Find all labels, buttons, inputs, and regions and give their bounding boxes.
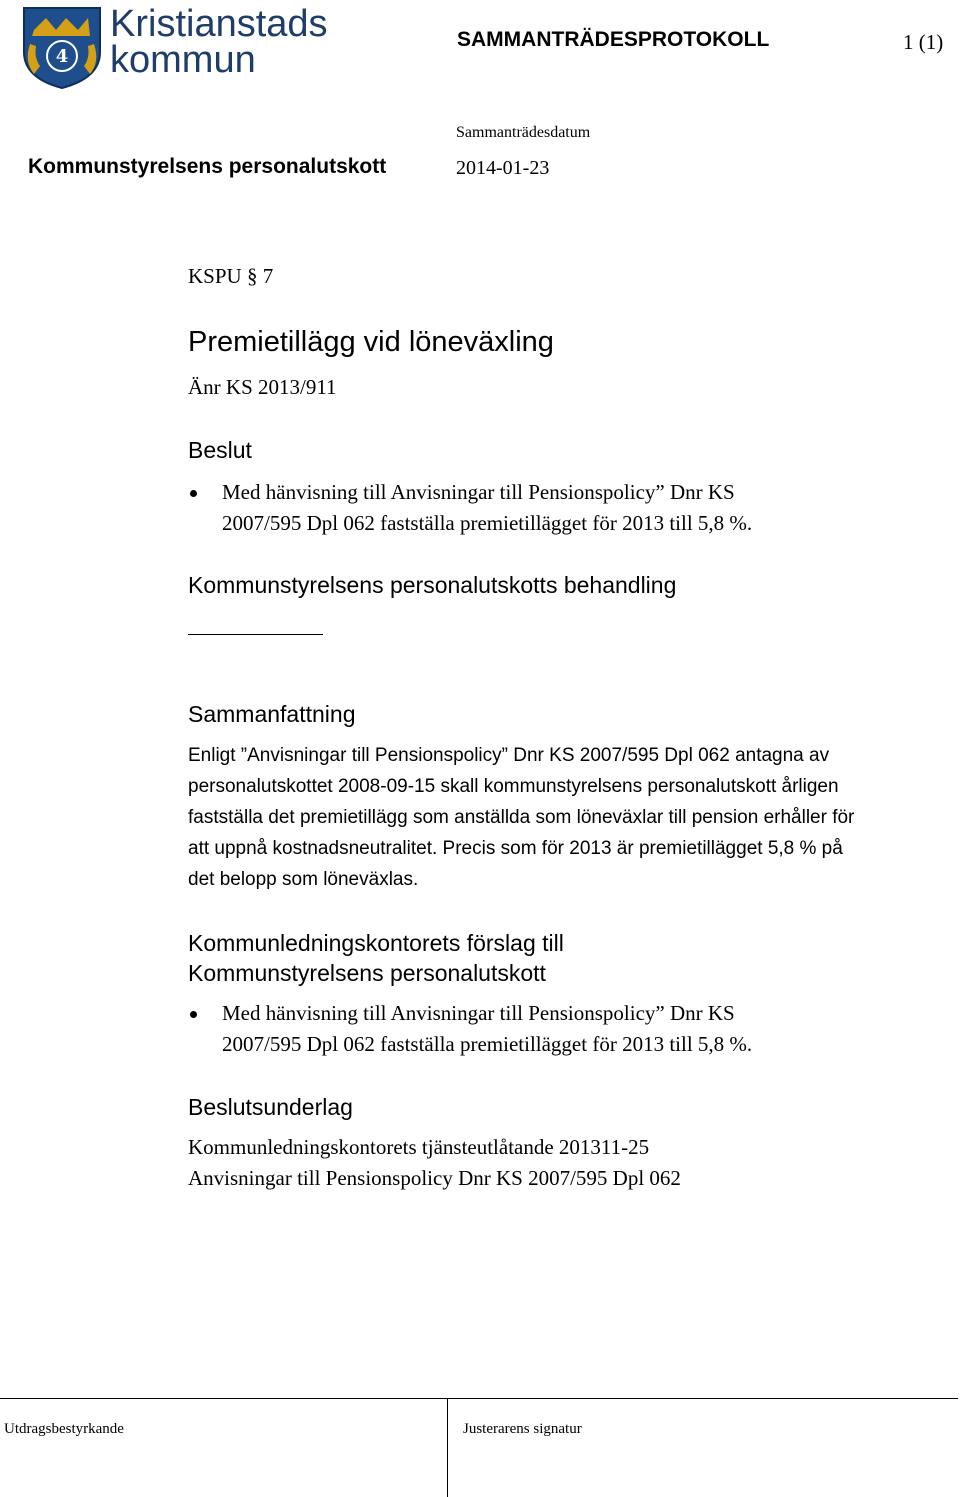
proposal-heading-line2: Kommunstyrelsens personalutskott <box>188 960 546 986</box>
page-title: Premietillägg vid löneväxling <box>188 326 554 358</box>
bullet-icon <box>190 1011 197 1018</box>
document-type: SAMMANTRÄDESPROTOKOLL <box>457 28 770 51</box>
summary-text: Enligt ”Anvisningar till Pensionspolicy” Dnr KS 2007/595 Dpl 062 antagna av personalutskottet 2008-09-15 skall kommunstyrelsens personalutskott årligen fastställa det premietillägg som anställda som löneväxlar till pension erhåller för att uppnå kostnadsneutralitet. Precis som för 2013 är premietillägget 5,8 % på det belopp som löneväxlas. <box>188 745 855 890</box>
handling-heading: Kommunstyrelsens personalutskotts behandling <box>188 572 677 598</box>
paragraph-reference: KSPU § 7 <box>188 264 274 288</box>
bullet-icon <box>190 490 197 497</box>
footer-column-divider <box>447 1398 448 1497</box>
meeting-date: 2014-01-23 <box>456 157 550 179</box>
basis-item: Anvisningar till Pensionspolicy Dnr KS 2007/595 Dpl 062 <box>188 1166 681 1190</box>
svg-text:4: 4 <box>55 46 69 67</box>
decision-bullet <box>188 477 808 539</box>
proposal-heading-line1: Kommunledningskontorets förslag till <box>188 930 564 956</box>
logo-text-line1: Kristianstads <box>110 3 328 45</box>
footer-divider <box>0 1398 958 1399</box>
proposal-text: Med hänvisning till Anvisningar till Pensionspolicy” Dnr KS 2007/595 Dpl 062 fastställa premietillägget för 2013 till 5,8 %. <box>222 1001 753 1056</box>
date-label: Sammanträdesdatum <box>456 124 591 141</box>
decision-text: Med hänvisning till Anvisningar till Pensionspolicy” Dnr KS 2007/595 Dpl 062 fastställa premietillägget för 2013 till 5,8 %. <box>222 480 753 535</box>
logo-text-line2: kommun <box>110 39 256 81</box>
divider <box>188 634 323 635</box>
municipality-logo <box>20 3 328 90</box>
decision-heading: Beslut <box>188 437 252 463</box>
proposal-heading <box>188 928 564 988</box>
adjuster-signature-label: Justerarens signatur <box>463 1421 582 1437</box>
basis-heading: Beslutsunderlag <box>188 1094 353 1120</box>
extract-certification-label: Utdragsbestyrkande <box>4 1421 124 1437</box>
proposal-bullet <box>188 998 808 1060</box>
page-number: 1 (1) <box>903 30 944 54</box>
case-number: Änr KS 2013/911 <box>188 375 337 399</box>
summary-heading: Sammanfattning <box>188 701 356 727</box>
basis-item: Kommunledningskontorets tjänsteutlåtande 201311-25 <box>188 1135 650 1159</box>
committee-name: Kommunstyrelsens personalutskott <box>28 155 387 178</box>
